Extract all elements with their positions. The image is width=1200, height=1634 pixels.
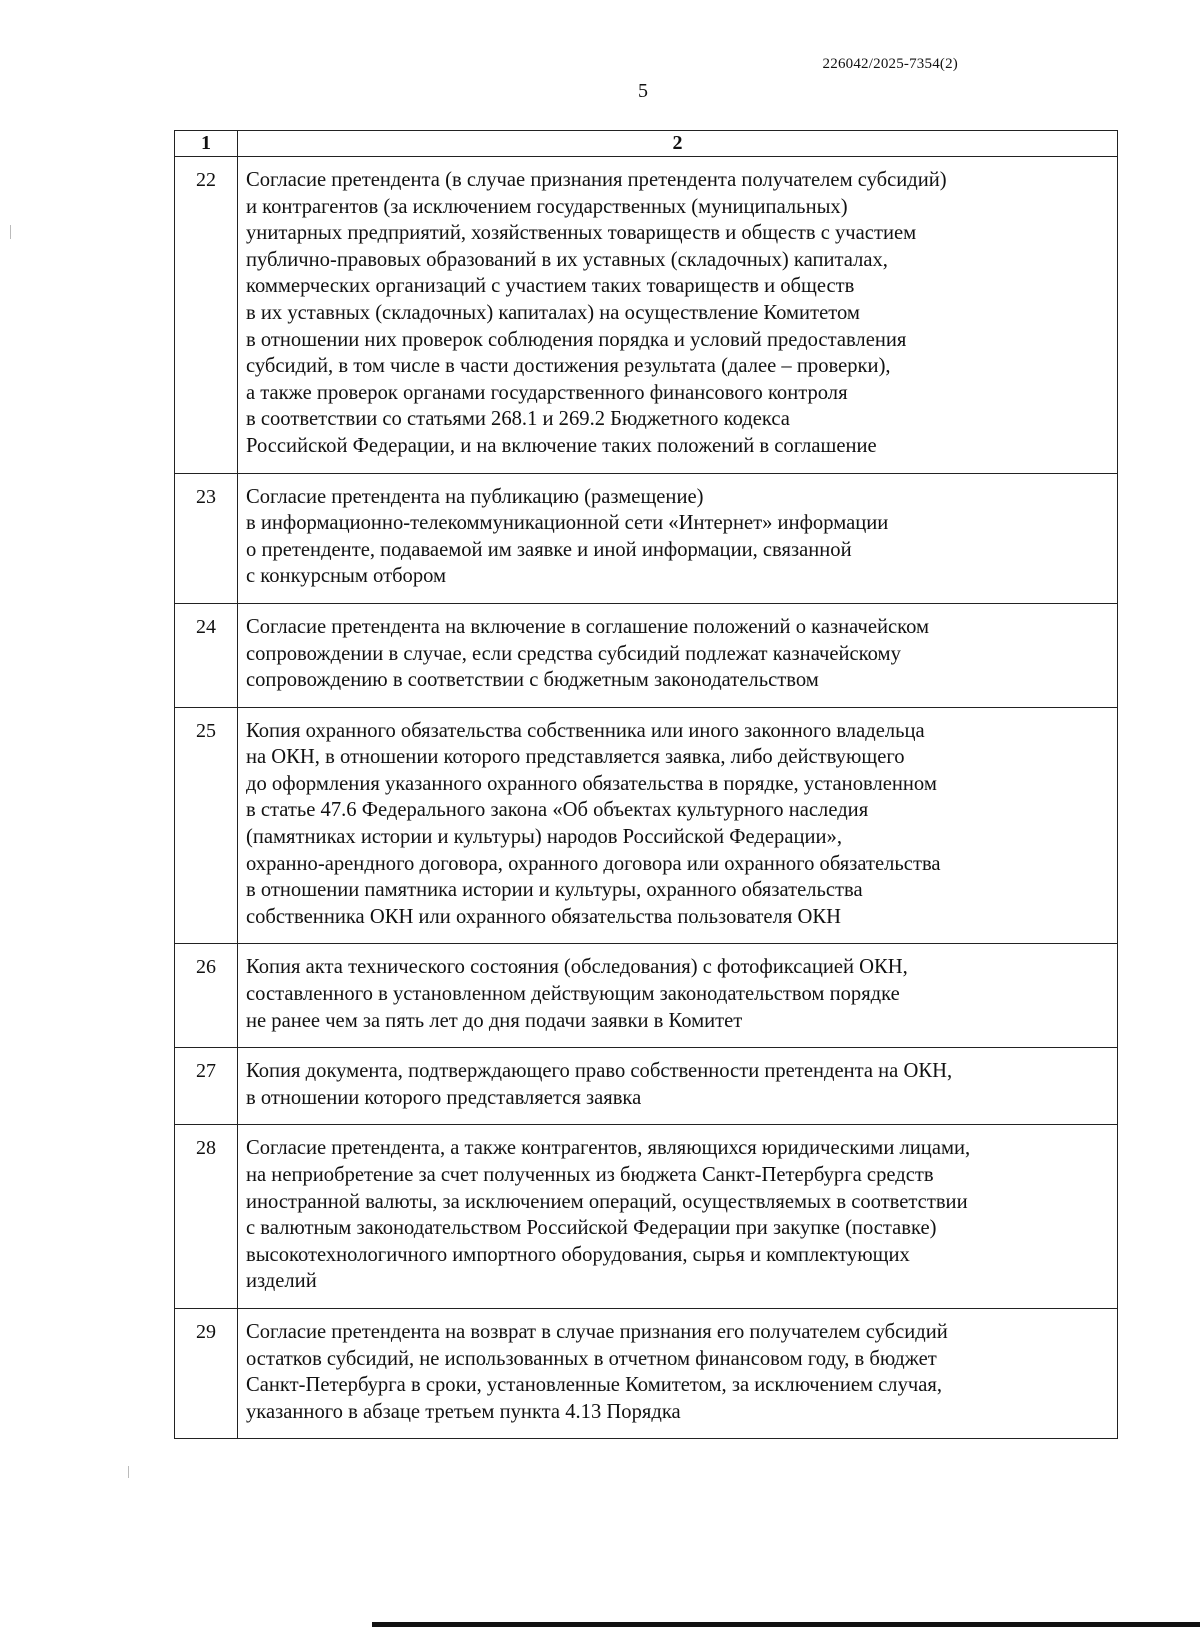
row-number: 27	[175, 1048, 238, 1125]
row-text: Копия охранного обязательства собственника или иного законного владельца на ОКН, в отношении которого представляется заявка, либо действующего до оформления указанного охранного обязательства в порядке, установленном в статье 47.6 Федерального закона «Об объектах культурного наследия (памятниках истории и культуры) народов Российской Федерации», охранно-арендного договора, охранного договора или охранного обязательства в отношении памятника истории и культуры, охранного обязательства собственника ОКН или охранного обязательства пользователя ОКН	[238, 707, 1118, 944]
column-header-number: 1	[175, 131, 238, 157]
row-text: Согласие претендента на публикацию (размещение) в информационно-телекоммуникационной сети «Интернет» информации о претенденте, подаваемой им заявке и иной информации, связанной с конкурсным отбором	[238, 473, 1118, 603]
table-row	[175, 603, 1118, 707]
row-number: 23	[175, 473, 238, 603]
row-text: Согласие претендента (в случае признания претендента получателем субсидий) и контрагентов (за исключением государственных (муниципальных) унитарных предприятий, хозяйственных товариществ и обществ с участием публично-правовых образований в их уставных (складочных) капиталах, коммерческих организаций с участием таких товариществ и обществ в их уставных (складочных) капиталах) на осуществление Комитетом в отношении них проверок соблюдения порядка и условий предоставления субсидий, в том числе в части достижения результата (далее – проверки), а также проверок органами государственного финансового контроля в соответствии со статьями 268.1 и 269.2 Бюджетного кодекса Российской Федерации, и на включение таких положений в соглашение	[238, 157, 1118, 474]
scan-margin-mark	[128, 1466, 129, 1478]
row-number: 22	[175, 157, 238, 474]
table-row	[175, 707, 1118, 944]
scan-margin-mark	[10, 225, 11, 239]
document-table	[174, 130, 1118, 1439]
page-bottom-rule	[372, 1622, 1200, 1627]
row-text: Согласие претендента, а также контрагентов, являющихся юридическими лицами, на неприобретение за счет полученных из бюджета Санкт-Петербурга средств иностранной валюты, за исключением операций, осуществляемых в соответствии с валютным законодательством Российской Федерации при закупке (поставке) высокотехнологичного импортного оборудования, сырья и комплектующих изделий	[238, 1125, 1118, 1309]
column-header-content: 2	[238, 131, 1118, 157]
table-row	[175, 473, 1118, 603]
row-text: Копия акта технического состояния (обследования) с фотофиксацией ОКН, составленного в установленном действующим законодательством порядке не ранее чем за пять лет до дня подачи заявки в Комитет	[238, 944, 1118, 1048]
row-number: 29	[175, 1308, 238, 1438]
row-text: Согласие претендента на возврат в случае признания его получателем субсидий остатков субсидий, не использованных в отчетном финансовом году, в бюджет Санкт-Петербурга в сроки, установленные Комитетом, за исключением случая, указанного в абзаце третьем пункта 4.13 Порядка	[238, 1308, 1118, 1438]
row-number: 24	[175, 603, 238, 707]
table-header-row	[175, 131, 1118, 157]
table-row	[175, 157, 1118, 474]
row-number: 25	[175, 707, 238, 944]
row-number: 28	[175, 1125, 238, 1309]
row-text: Копия документа, подтверждающего право собственности претендента на ОКН, в отношении которого представляется заявка	[238, 1048, 1118, 1125]
row-text: Согласие претендента на включение в соглашение положений о казначейском сопровождении в случае, если средства субсидий подлежат казначейскому сопровождению в соответствии с бюджетным законодательством	[238, 603, 1118, 707]
row-number: 26	[175, 944, 238, 1048]
document-registration-number: 226042/2025-7354(2)	[822, 56, 958, 72]
table-row	[175, 1125, 1118, 1309]
table-row	[175, 1048, 1118, 1125]
table-row	[175, 1308, 1118, 1438]
table-row	[175, 944, 1118, 1048]
page-number: 5	[638, 80, 648, 102]
